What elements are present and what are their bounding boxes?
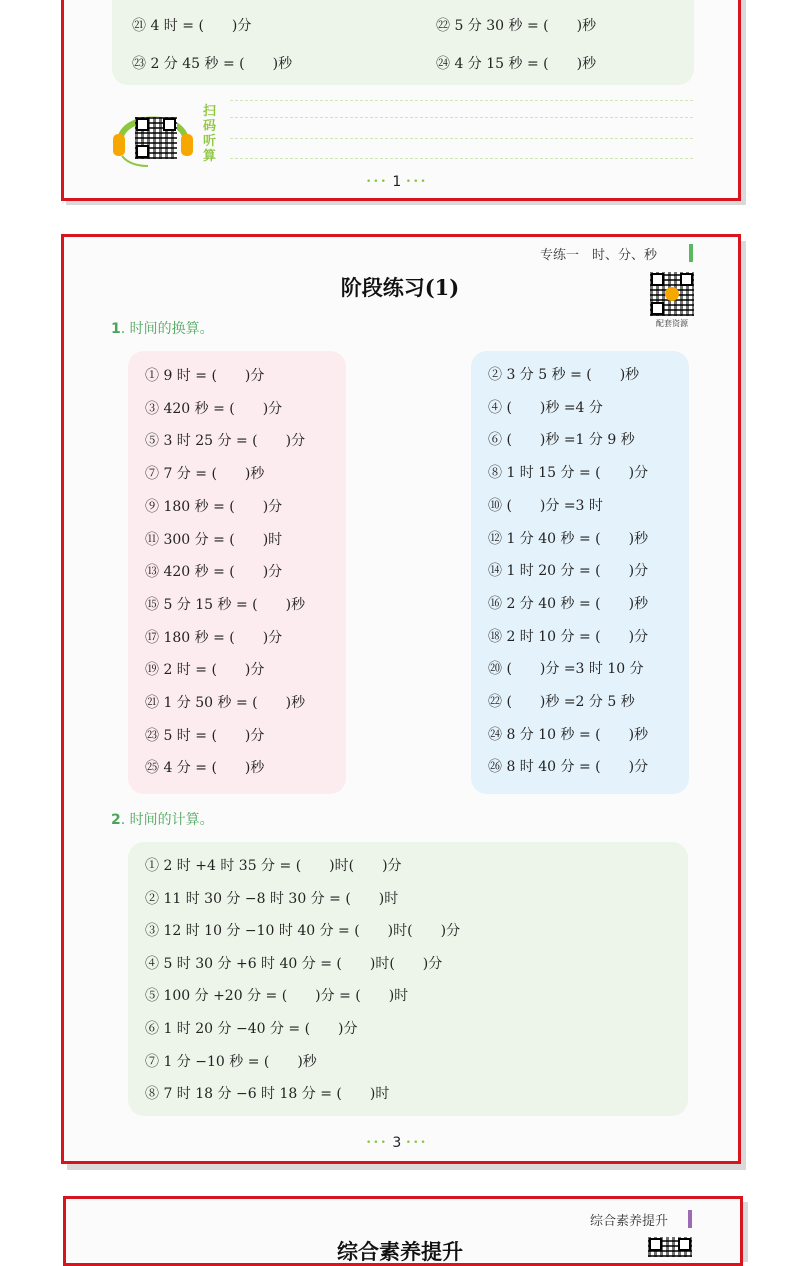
section-1-label: . 时间的换算。 (120, 321, 214, 337)
conversion-left-item-13: ㉕ 4 分 = ( )秒 (145, 760, 265, 777)
listen-label: 扫码听算 (203, 104, 217, 164)
chapter-header-bar (689, 244, 693, 262)
conversion-right-item-7: ⑭ 1 时 20 分 = ( )分 (488, 563, 649, 580)
note-lines (230, 100, 693, 161)
listen-qr-code[interactable] (135, 117, 177, 159)
conversion-right-item-6: ⑫ 1 分 40 秒 = ( )秒 (488, 530, 649, 547)
page-5-header-bar (688, 1210, 692, 1228)
conversion-right-item-3: ⑥ ( )秒 =1 分 9 秒 (488, 432, 635, 449)
conversion-right-item-10: ⑳ ( )分 =3 时 10 分 (488, 661, 644, 678)
page-number-1: ••• 1 ••• (366, 174, 428, 190)
resource-qr-code[interactable] (650, 272, 694, 316)
section-1-number: 1 (111, 321, 121, 337)
question-21: ㉑ 4 时 = ( )分 (132, 18, 252, 34)
conversion-left-item-11: ㉑ 1 分 50 秒 = ( )秒 (145, 695, 306, 711)
section-1-heading (111, 318, 214, 338)
question-24: ㉔ 4 分 15 秒 = ( )秒 (436, 56, 597, 72)
section-2-heading (111, 809, 214, 829)
question-23: ㉓ 2 分 45 秒 = ( )秒 (132, 56, 293, 72)
conversion-left-item-9: ⑰ 180 秒 = ( )分 (145, 629, 283, 646)
calculation-item-1: ① 2 时 +4 时 35 分 = ( )时( )分 (145, 858, 402, 874)
conversion-right-item-5: ⑩ ( )分 =3 时 (488, 497, 603, 514)
calculation-item-6: ⑥ 1 时 20 分 −40 分 = ( )分 (145, 1021, 358, 1037)
calculation-item-8: ⑧ 7 时 18 分 −6 时 18 分 = ( )时 (145, 1086, 390, 1103)
question-22: ㉒ 5 分 30 秒 = ( )秒 (436, 18, 597, 34)
page-number-3: ••• 3 ••• (366, 1135, 428, 1151)
conversion-left-item-12: ㉓ 5 时 = ( )分 (145, 727, 265, 744)
conversion-left-item-5: ⑨ 180 秒 = ( )分 (145, 498, 283, 515)
conversion-right-item-11: ㉒ ( )秒 =2 分 5 秒 (488, 694, 635, 710)
chapter-header (540, 244, 657, 263)
calculation-panel (128, 842, 688, 1116)
conversion-left-item-2: ③ 420 秒 = ( )分 (145, 400, 283, 417)
chapter-header-text: 专练一 时、分、秒 (540, 248, 658, 263)
conversion-right-item-13: ㉖ 8 时 40 分 = ( )分 (488, 759, 649, 776)
conversion-right-item-4: ⑧ 1 时 15 分 = ( )分 (488, 465, 649, 482)
section-2-number: 2 (111, 812, 121, 828)
page-5-title: 综合素养提升 (337, 1239, 463, 1264)
conversion-right-item-12: ㉔ 8 分 10 秒 = ( )秒 (488, 726, 649, 743)
page-5-header: 综合素养提升 (590, 1214, 669, 1229)
conversion-right-item-9: ⑱ 2 时 10 分 = ( )分 (488, 628, 649, 645)
calculation-item-7: ⑦ 1 分 −10 秒 = ( )秒 (145, 1053, 317, 1070)
page-title: 阶段练习(1) (340, 275, 460, 300)
qr-caption: 配套资源 (656, 319, 688, 328)
conversion-left-item-6: ⑪ 300 分 = ( )时 (145, 531, 283, 548)
conversion-right-item-2: ④ ( )秒 =4 分 (488, 399, 603, 416)
conversion-right-item-1: ② 3 分 5 秒 = ( )秒 (488, 367, 640, 383)
page-5-qr-code[interactable] (648, 1237, 692, 1257)
conversion-left-item-3: ⑤ 3 时 25 分 = ( )分 (145, 433, 306, 450)
conversion-left-item-8: ⑮ 5 分 15 秒 = ( )秒 (145, 596, 306, 613)
conversion-left-item-4: ⑦ 7 分 = ( )秒 (145, 466, 265, 483)
conversion-left-item-7: ⑬ 420 秒 = ( )分 (145, 564, 283, 581)
section-2-label: . 时间的计算。 (120, 812, 214, 828)
conversion-left-item-10: ⑲ 2 时 = ( )分 (145, 662, 265, 679)
conversion-left-item-1: ① 9 时 = ( )分 (145, 368, 265, 384)
conversion-right-item-8: ⑯ 2 分 40 秒 = ( )秒 (488, 595, 649, 612)
calculation-item-2: ② 11 时 30 分 −8 时 30 分 = ( )时 (145, 890, 399, 907)
calculation-item-4: ④ 5 时 30 分 +6 时 40 分 = ( )时( )分 (145, 955, 443, 972)
calculation-item-5: ⑤ 100 分 +20 分 = ( )分 = ( )时 (145, 988, 409, 1005)
calculation-item-3: ③ 12 时 10 分 −10 时 40 分 = ( )时( )分 (145, 923, 461, 940)
